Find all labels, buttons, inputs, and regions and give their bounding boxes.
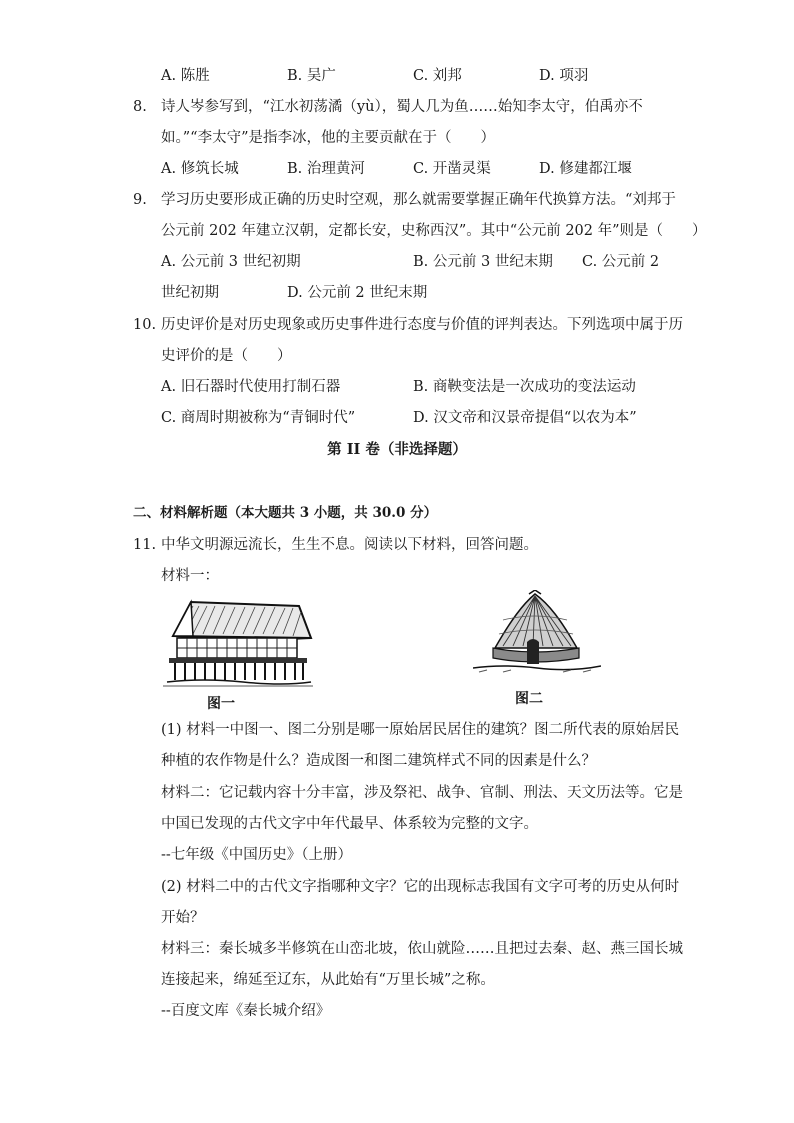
part2-title: 第 II 卷（非选择题） <box>327 441 467 458</box>
q9-option-c: C. 公元前 2 <box>582 254 660 270</box>
figure-round-hut <box>473 590 601 674</box>
q8-stem-line2: 如。”“李太守”是指李冰，他的主要贡献在于（ ） <box>161 130 495 146</box>
q11-sub1-line2: 种植的农作物是什么？造成图一和图二建筑样式不同的因素是什么？ <box>161 753 596 769</box>
q9-number: 9. <box>133 192 147 208</box>
q10-stem-line2: 史评价的是（ ） <box>161 348 292 364</box>
q8-number: 8. <box>133 99 147 115</box>
q7-option-c: C. 刘邦 <box>413 68 462 84</box>
figure2-caption: 图二 <box>515 691 543 707</box>
q8-option-b: B. 治理黄河 <box>287 161 365 177</box>
q10-option-d: D. 汉文帝和汉景帝提倡“以农为本” <box>413 410 637 426</box>
q9-stem-line2: 公元前 202 年建立汉朝，定都长安，史称西汉”。其中“公元前 202 年”则是（ ） <box>161 223 707 239</box>
figure1-caption: 图一 <box>207 696 235 712</box>
q11-sub2-line1: (2) 材料二中的古代文字指哪种文字？它的出现标志我国有文字可考的历史从何时 <box>161 879 680 895</box>
q10-stem-line1: 历史评价是对历史现象或历史事件进行态度与价值的评判表达。下列选项中属于历 <box>161 317 683 333</box>
q10-option-b: B. 商鞅变法是一次成功的变法运动 <box>413 379 636 395</box>
round-hut-drawing <box>473 590 601 674</box>
q11-sub1-line1: (1) 材料一中图一、图二分别是哪一原始居民居住的建筑？图二所代表的原始居民 <box>161 722 680 738</box>
q11-intro: 中华文明源远流长，生生不息。阅读以下材料，回答问题。 <box>161 537 538 553</box>
q8-option-d: D. 修建都江堰 <box>539 161 632 177</box>
q7-option-b: B. 吴广 <box>287 68 336 84</box>
q10-option-c: C. 商周时期被称为“青铜时代” <box>161 410 356 426</box>
q10-option-a: A. 旧石器时代使用打制石器 <box>161 379 341 395</box>
q11-material1-label: 材料一： <box>161 568 219 584</box>
q9-option-c-cont: 世纪初期 <box>161 285 219 301</box>
q11-material2-line1: 材料二：它记载内容十分丰富，涉及祭祀、战争、官制、刑法、天文历法等。它是 <box>161 785 683 801</box>
q8-option-c: C. 开凿灵渠 <box>413 161 491 177</box>
q7-option-d: D. 项羽 <box>539 68 589 84</box>
q11-material2-line2: 中国已发现的古代文字中年代最早、体系较为完整的文字。 <box>161 816 538 832</box>
section2-heading: 二、材料解析题（本大题共 3 小题，共 30.0 分） <box>133 505 438 521</box>
q8-option-a: A. 修筑长城 <box>161 161 239 177</box>
q11-material3-line2: 连接起来，绵延至辽东，从此始有“万里长城”之称。 <box>161 972 495 988</box>
q11-sub2-line2: 开始？ <box>161 910 205 926</box>
q10-number: 10. <box>133 317 157 333</box>
q11-material3-line1: 材料三：秦长城多半修筑在山峦北坡，依山就险……且把过去秦、赵、燕三国长城 <box>161 941 683 957</box>
q11-number: 11. <box>133 537 157 553</box>
q11-material3-source: --百度文库《秦长城介绍》 <box>161 1003 331 1019</box>
q8-stem-line1: 诗人岑参写到，“江水初荡潏（yù），蜀人几为鱼……始知李太守，伯禹亦不 <box>161 99 643 115</box>
q9-option-d: D. 公元前 2 世纪末期 <box>287 285 428 301</box>
stilt-house-drawing <box>163 596 313 688</box>
q7-option-a: A. 陈胜 <box>161 68 210 84</box>
q9-option-a: A. 公元前 3 世纪初期 <box>161 254 301 270</box>
q9-stem-line1: 学习历史要形成正确的历史时空观，那么就需要掌握正确年代换算方法。“刘邦于 <box>161 192 676 208</box>
figure-stilt-house <box>163 596 313 688</box>
q11-material2-source: --七年级《中国历史》（上册） <box>161 847 353 863</box>
q9-option-b: B. 公元前 3 世纪末期 <box>413 254 553 270</box>
